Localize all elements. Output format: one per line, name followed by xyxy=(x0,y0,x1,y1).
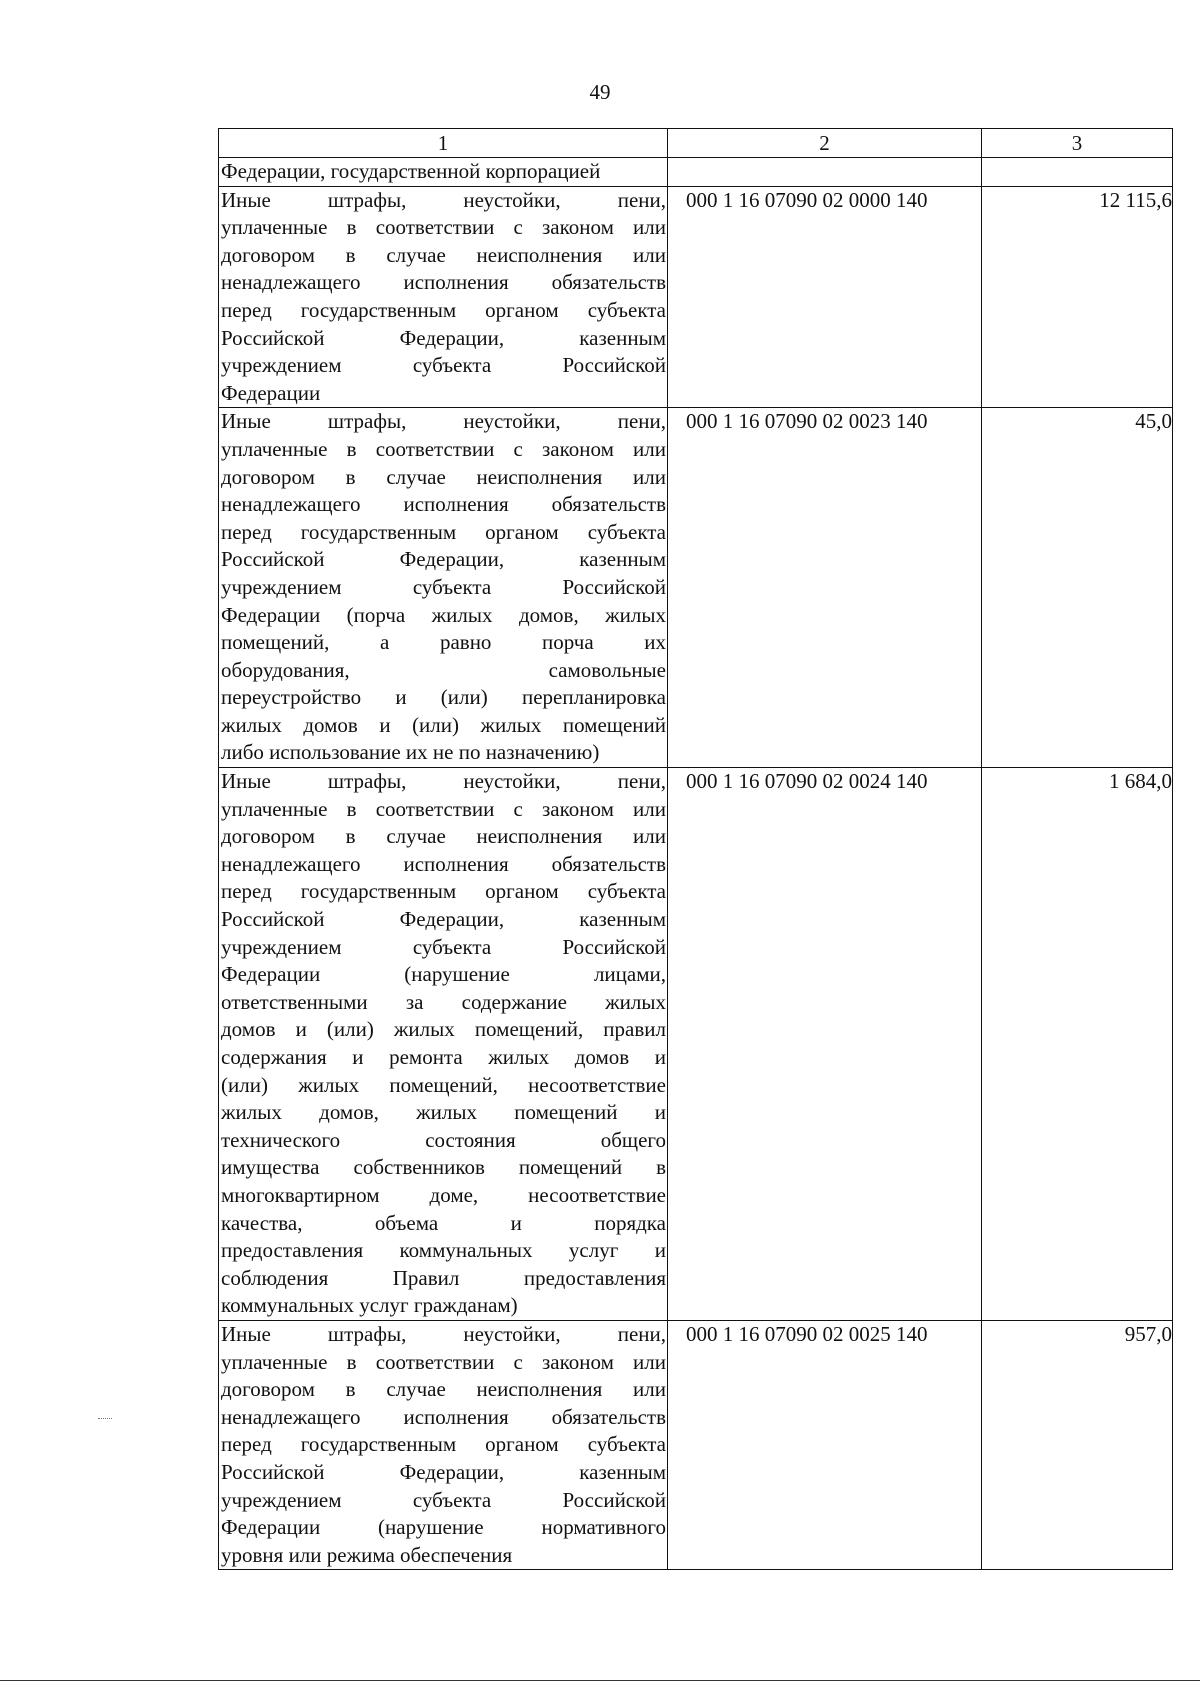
description-line: договором в случае неисполнения или xyxy=(221,242,666,267)
description-line: ненадлежащего исполнения обязательств xyxy=(221,851,666,876)
description-line: Иные штрафы, неустойки, пени, xyxy=(221,409,666,434)
table-row xyxy=(219,158,1173,187)
budget-classification-code xyxy=(668,158,982,187)
description-line: домов и (или) жилых помещений, правил xyxy=(221,1017,666,1042)
budget-classification-code: 000 1 16 07090 02 0025 140 xyxy=(668,1320,982,1569)
description-line: соблюдения Правил предоставления xyxy=(221,1265,666,1290)
description-line: Российской Федерации, казенным xyxy=(221,325,666,350)
page-number: 49 xyxy=(589,80,611,104)
description-line: Федерации (нарушение лицами, xyxy=(221,962,666,987)
description-line: уровня или режима обеспечения xyxy=(221,1542,513,1567)
column-header-1: 1 xyxy=(219,129,668,158)
description-line: уплаченные в соответствии с законом или xyxy=(221,215,666,240)
table-row xyxy=(219,768,1173,1321)
description-line: жилых домов и (или) жилых помещений xyxy=(221,712,666,737)
scan-speck xyxy=(98,1418,112,1421)
budget-classification-code: 000 1 16 07090 02 0023 140 xyxy=(668,408,982,768)
description-line: учреждением субъекта Российской xyxy=(221,934,666,959)
footer-rule xyxy=(0,1680,1200,1681)
amount-value: 12 115,6 xyxy=(982,186,1173,408)
amount-value xyxy=(982,158,1173,187)
description-line: помещений, а равно порча их xyxy=(221,630,666,655)
revenue-table xyxy=(218,128,1173,1570)
description-line: перед государственным органом субъекта xyxy=(221,879,666,904)
description-line: перед государственным органом субъекта xyxy=(221,1432,666,1457)
row-description xyxy=(219,158,668,187)
description-line: либо использование их не по назначению) xyxy=(221,740,600,765)
description-line: содержания и ремонта жилых домов и xyxy=(221,1045,666,1069)
description-line: договором в случае неисполнения или xyxy=(221,1377,666,1402)
description-line: ответственными за содержание жилых xyxy=(221,989,666,1014)
column-header-3: 3 xyxy=(982,129,1173,158)
description-line: Федерации (порча жилых домов, жилых xyxy=(221,602,666,627)
amount-value: 1 684,0 xyxy=(982,768,1173,1321)
description-line: качества, объема и порядка xyxy=(221,1210,666,1235)
description-line: оборудования, самовольные xyxy=(221,657,666,682)
column-header-2: 2 xyxy=(668,129,982,158)
description-line: уплаченные в соответствии с законом или xyxy=(221,796,666,821)
description-line: ненадлежащего исполнения обязательств xyxy=(221,270,666,295)
description-line: (или) жилых помещений, несоответствие xyxy=(221,1072,666,1097)
description-line: технического состояния общего xyxy=(221,1127,666,1152)
description-line: договором в случае неисполнения или xyxy=(221,464,666,489)
amount-value: 45,0 xyxy=(982,408,1173,768)
description-line: Федерации (нарушение нормативного xyxy=(221,1515,666,1540)
description-line: многоквартирном доме, несоответствие xyxy=(221,1182,666,1207)
description-line: предоставления коммунальных услуг и xyxy=(221,1238,666,1263)
table-row xyxy=(219,186,1173,408)
description-line: Российской Федерации, казенным xyxy=(221,1459,666,1484)
description-line: Федерации, государственной корпорацией xyxy=(221,159,601,183)
table-row xyxy=(219,1320,1173,1569)
description-line: учреждением субъекта Российской xyxy=(221,574,666,599)
table-header-row xyxy=(219,129,1173,158)
amount-value: 957,0 xyxy=(982,1320,1173,1569)
row-description xyxy=(219,768,668,1321)
description-line: Федерации xyxy=(221,380,321,405)
row-description xyxy=(219,408,668,768)
budget-classification-code: 000 1 16 07090 02 0024 140 xyxy=(668,768,982,1321)
description-line: ненадлежащего исполнения обязательств xyxy=(221,492,666,517)
budget-classification-code: 000 1 16 07090 02 0000 140 xyxy=(668,186,982,408)
description-line: перед государственным органом субъекта xyxy=(221,297,666,322)
description-line: Иные штрафы, неустойки, пени, xyxy=(221,187,666,212)
description-line: Российской Федерации, казенным xyxy=(221,907,666,932)
description-line: имущества собственников помещений в xyxy=(221,1155,666,1180)
description-line: перед государственным органом субъекта xyxy=(221,519,666,544)
description-line: учреждением субъекта Российской xyxy=(221,353,666,378)
description-line: уплаченные в соответствии с законом или xyxy=(221,436,666,461)
description-line: коммунальных услуг гражданам) xyxy=(221,1293,518,1318)
description-line: Иные штрафы, неустойки, пени, xyxy=(221,769,666,794)
description-line: переустройство и (или) перепланировка xyxy=(221,685,666,710)
row-description xyxy=(219,1320,668,1569)
description-line: уплаченные в соответствии с законом или xyxy=(221,1349,666,1374)
description-line: Иные штрафы, неустойки, пени, xyxy=(221,1321,666,1346)
table-row xyxy=(219,408,1173,768)
description-line: жилых домов, жилых помещений и xyxy=(221,1100,666,1125)
description-line: договором в случае неисполнения или xyxy=(221,824,666,849)
description-line: ненадлежащего исполнения обязательств xyxy=(221,1404,666,1429)
description-line: учреждением субъекта Российской xyxy=(221,1487,666,1512)
row-description xyxy=(219,186,668,408)
description-line: Российской Федерации, казенным xyxy=(221,547,666,572)
